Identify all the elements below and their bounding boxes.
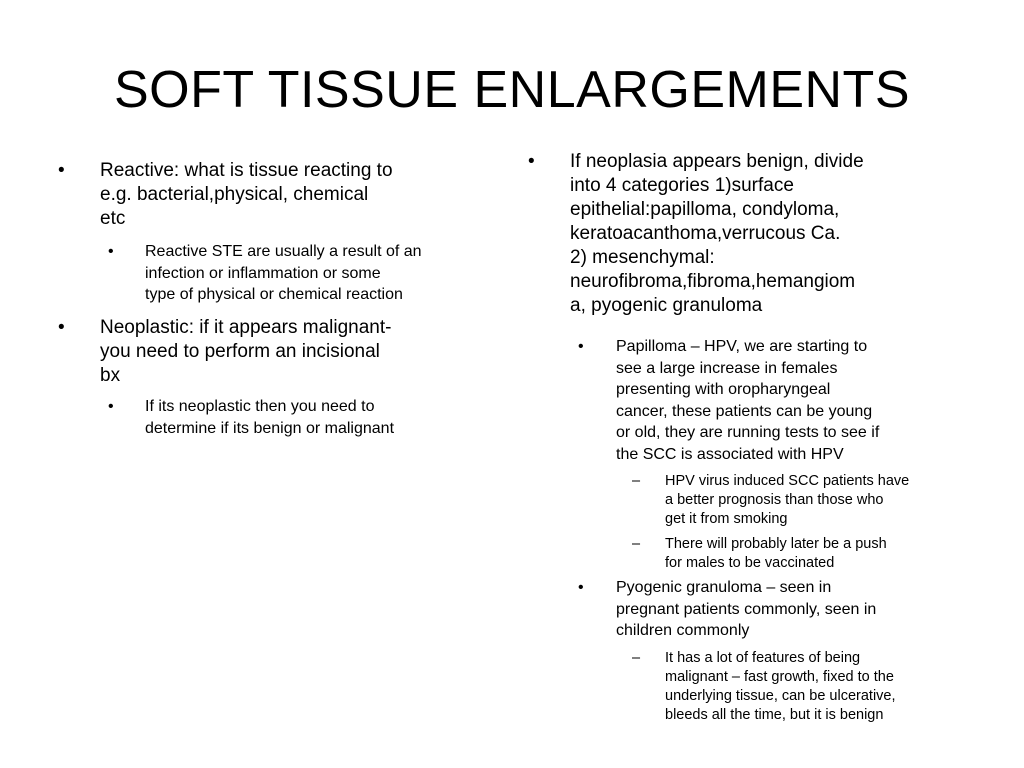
list-item: [58, 316, 498, 388]
list-item-text: Reactive STE are usually a result of an infection or inflammation or some type of physical or chemical reaction: [145, 243, 422, 303]
list-item-text: Reactive: what is tissue reacting to e.g. bacterial,physical, chemical etc: [100, 160, 393, 229]
list-item-text: Papilloma – HPV, we are starting to see a large increase in females presenting with oropharyngeal cancer, these patients can be young or old, they are running tests to see if the SCC is associated with HPV: [616, 338, 880, 463]
dash-marker: –: [632, 473, 641, 489]
list-item-text: There will probably later be a push for males to be vaccinated: [665, 536, 887, 571]
bullet-marker: •: [528, 151, 535, 172]
list-item: [528, 577, 964, 642]
list-item: [528, 649, 964, 725]
list-item-text: It has a lot of features of being malignant – fast growth, fixed to the underlying tissue, can be ulcerative, bleeds all the time, but it is benign: [665, 650, 896, 723]
bullet-marker: •: [58, 160, 65, 181]
list-item-text: If its neoplastic then you need to determine if its benign or malignant: [145, 398, 395, 437]
list-item: [528, 150, 964, 318]
list-item: [58, 396, 498, 439]
list-item-text: HPV virus induced SCC patients have a better prognosis than those who get it from smoking: [665, 473, 910, 527]
list-item-text: If neoplasia appears benign, divide into 4 categories 1)surface epithelial:papilloma, condyloma, keratoacanthoma,verrucous Ca. 2) mesenchymal: neurofibroma,fibroma,hemangiom a, pyogenic granuloma: [570, 151, 864, 316]
list-item: [528, 472, 964, 529]
list-item: [528, 336, 964, 465]
list-item-text: Pyogenic granuloma – seen in pregnant patients commonly, seen in children commonly: [616, 579, 877, 639]
list-item: [58, 241, 498, 306]
bullet-marker: •: [108, 398, 114, 415]
bullet-marker: •: [578, 579, 584, 596]
list-item-text: Neoplastic: if it appears malignant- you need to perform an incisional bx: [100, 317, 392, 386]
bullet-marker: •: [108, 243, 114, 260]
list-item: [528, 535, 964, 573]
list-item: [58, 159, 498, 231]
dash-marker: –: [632, 536, 641, 552]
bullet-marker: •: [58, 317, 65, 338]
slide-title: SOFT TISSUE ENLARGEMENTS: [113, 61, 910, 119]
bullet-marker: •: [578, 338, 584, 355]
dash-marker: –: [632, 650, 641, 666]
